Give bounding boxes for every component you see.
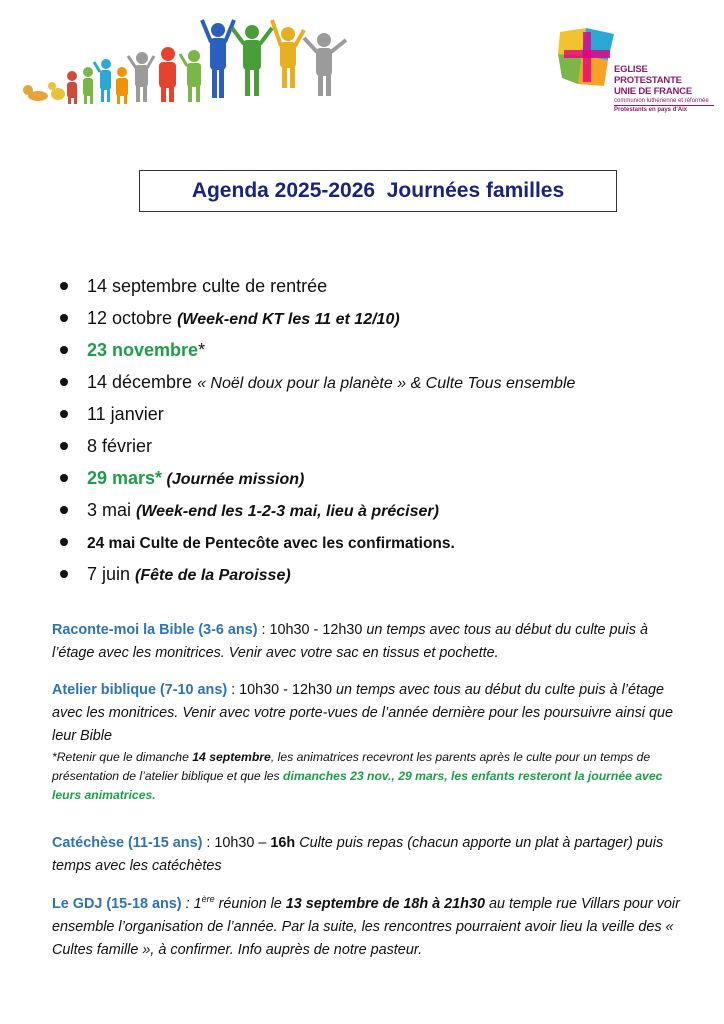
list-item [56, 494, 676, 526]
date-main: 8 février [87, 436, 153, 456]
bullet-icon [60, 570, 68, 578]
note-a: *Retenir que le dimanche [52, 750, 193, 764]
list-item [56, 430, 676, 462]
section-text: un temps avec tous au début du culte puis à l’étage avec les monitrices. Venir avec votre porte-vues de l’année dernière pour les poursuivre ainsi que leur Bible [52, 682, 673, 744]
section-text: un temps avec tous au début du culte puis à l’étage avec les monitrices. Venir avec votre sac en tissus et pochette. [52, 622, 648, 661]
date-extra: (Week-end KT les 11 et 12/10) [177, 311, 400, 328]
bullet-icon [60, 506, 68, 514]
date-extra: (Week-end les 1-2-3 mai, lieu à préciser) [136, 503, 439, 520]
list-item [56, 270, 676, 302]
section-text: Culte puis repas (chacun apporte un plat à partager) puis temps avec les catéchètes [52, 835, 664, 874]
note-d: dimanches 23 nov., 29 mars, les enfants resteront la journée avec leurs animatrices. [52, 769, 663, 802]
date-extra: (Fête de la Paroisse) [135, 567, 291, 584]
people-silhouettes-icon [14, 10, 354, 110]
date-main: 23 novembre [87, 340, 199, 360]
bullet-icon [60, 410, 68, 418]
date-main: 7 juin [87, 564, 136, 584]
section-gdj [52, 893, 692, 962]
logo-line3: communion luthérienne et réformée [614, 97, 714, 106]
date-main: 11 janvier [87, 404, 164, 424]
gdj-c: 13 septembre de 18h à 21h30 [285, 896, 485, 912]
list-item [56, 526, 676, 558]
page-title: Agenda 2025-2026 Journées familles [191, 179, 565, 202]
bullet-icon [60, 378, 68, 386]
section-heading: Raconte-moi la Bible (3-6 ans) [52, 622, 258, 638]
gdj-sup: ère [201, 894, 215, 905]
date-extra: « Noël doux pour la planète » & Culte Tous ensemble [197, 375, 576, 392]
list-item [56, 398, 676, 430]
date-extra: (Journée mission) [162, 471, 305, 488]
list-item [56, 558, 676, 590]
bullet-icon [60, 442, 68, 450]
date-main: 14 septembre culte de rentrée [87, 276, 328, 296]
gdj-b: réunion le [214, 896, 286, 912]
bullet-icon [60, 538, 68, 546]
logo-line1: EGLISE PROTESTANTE [614, 64, 682, 86]
bullet-icon [60, 314, 68, 322]
bullet-icon [60, 474, 68, 482]
date-main: 3 mai [87, 500, 137, 520]
section-heading: Le GDJ (15-18 ans) [52, 896, 182, 912]
section-time: : 10h30 - 12h30 [227, 682, 336, 698]
date-extra: * [198, 340, 206, 360]
section-time: : 10h30 – [202, 835, 271, 851]
section-catechese [52, 832, 692, 878]
date-main: 24 mai Culte de Pentecôte avec les confirmations. [87, 535, 455, 552]
date-main: 12 octobre [87, 308, 178, 328]
dates-list [56, 270, 676, 590]
section-raconte [52, 619, 692, 665]
list-item [56, 334, 676, 366]
cross-logo-icon [556, 26, 618, 88]
logo-line2: UNIE DE FRANCE [614, 86, 692, 97]
epudf-logo [556, 26, 709, 113]
note-c: , les animatrices recevront les parents après le culte pour un temps de présentation de l’atelier biblique et que les [52, 750, 651, 783]
gdj-d: au temple rue Villars pour voir ensemble l’organisation de l’année. Par la suite, les rencontres pourraient avoir lieu la veille des « Cultes famille », à confirmer. Info auprès de notre pasteur. [52, 896, 680, 958]
section-time-bold: 16h [270, 835, 296, 851]
list-item [56, 366, 676, 398]
list-item [56, 462, 676, 494]
bullet-icon [60, 346, 68, 354]
title-box [139, 170, 617, 212]
bullet-icon [60, 282, 68, 290]
gdj-a: : 1 [181, 896, 202, 912]
section-heading: Catéchèse (11-15 ans) [52, 835, 203, 851]
date-main: 29 mars* [87, 468, 163, 488]
date-main: 14 décembre [87, 372, 198, 392]
note-b: 14 septembre [192, 750, 271, 764]
list-item [56, 302, 676, 334]
logo-line4: Protestants en pays d'Aix [614, 107, 688, 113]
section-atelier [52, 679, 692, 805]
section-time: : 10h30 - 12h30 [257, 622, 367, 638]
section-heading: Atelier biblique (7-10 ans) [52, 682, 228, 698]
atelier-note [52, 748, 692, 805]
